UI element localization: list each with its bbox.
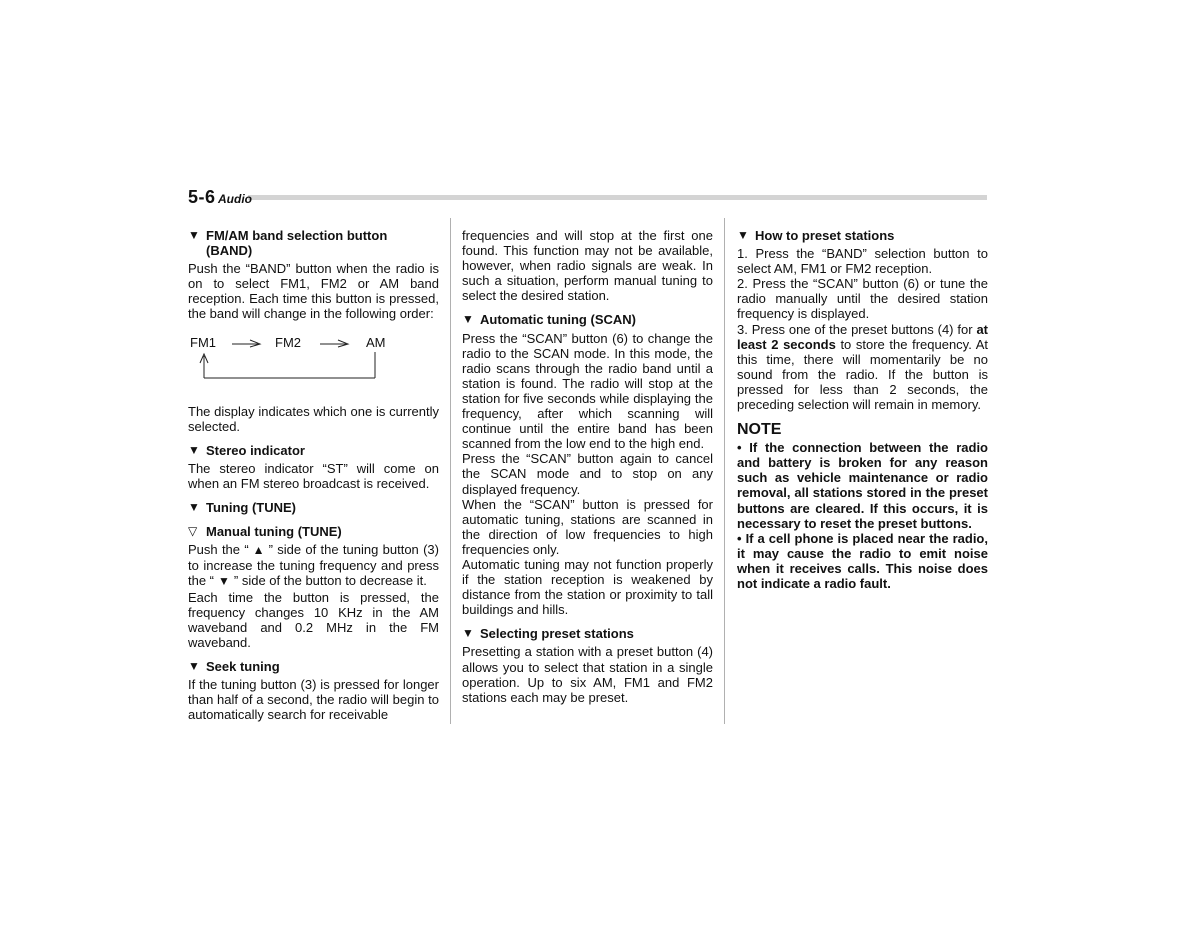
seek-continued-text: frequencies and will stop at the first one found. This function may not be available, however, when radio signals are weak. In such a situation, perform manual tuning to select the desired station. — [462, 228, 713, 304]
down-triangle-icon: ▼ — [218, 574, 230, 589]
auto-tuning-text-3: When the “SCAN” button is pressed for automatic tuning, stations are scanned in the direction of low frequencies to high frequencies only. — [462, 496, 713, 557]
down-triangle-icon: ▼ — [188, 442, 200, 457]
display-text: The display indicates which one is currently selected. — [188, 403, 439, 434]
header-rule — [248, 195, 987, 200]
band-heading-line2: (BAND) — [206, 243, 253, 259]
stereo-heading: ▼ Stereo indicator — [188, 442, 305, 458]
band-heading-line1: FM/AM band selection button — [206, 228, 388, 243]
column-right — [737, 228, 988, 591]
down-triangle-icon: ▼ — [188, 228, 200, 242]
preset-step-3: 3. Press one of the preset buttons (4) for at least 2 seconds to store the frequency. At this time, there will momentarily be no sound from the radio. If the button is pressed for less than 2 seconds, the preceding selection will remain in memory. — [737, 321, 988, 413]
seek-text: If the tuning button (3) is pressed for longer than half of a second, the radio will begin to automatically search for receivable — [188, 676, 439, 723]
down-triangle-icon: ▼ — [462, 626, 474, 641]
auto-tuning-text-2: Press the “SCAN” button again to cancel the SCAN mode and to stop on any displayed frequency. — [462, 451, 713, 497]
band-text: Push the “BAND” button when the radio is on to select FM1, FM2 or AM band reception. Each time this button is pressed, the band will change in the following order: — [188, 261, 439, 322]
down-triangle-icon: ▼ — [737, 228, 749, 242]
manual-tuning-heading: ▽ Manual tuning (TUNE) — [188, 524, 342, 540]
how-to-preset-heading: ▼ How to preset stations — [737, 228, 895, 243]
preset-heading: ▼ Selecting preset stations — [462, 626, 634, 642]
column-left — [188, 228, 439, 722]
down-triangle-icon: ▼ — [188, 658, 200, 673]
stereo-text: The stereo indicator “ST” will come on when an FM stereo broadcast is received. — [188, 460, 439, 491]
down-triangle-outline-icon: ▽ — [188, 524, 198, 539]
tuning-heading: ▼ Tuning (TUNE) — [188, 500, 297, 516]
band-heading — [188, 228, 439, 258]
auto-tuning-text-4: Automatic tuning may not function properly if the station reception is weakened by distance from the station or proximity to tall buildings and hills. — [462, 556, 713, 618]
seek-heading: ▼ Seek tuning — [188, 658, 280, 674]
manual-tuning-text: Push the “ ▲ ” side of the tuning button (3) to increase the tuning frequency and press the “ ▼ ” side of the button to decrease it. — [188, 542, 439, 589]
down-triangle-icon: ▼ — [462, 312, 474, 327]
page-header — [188, 187, 988, 209]
band-order-diagram — [188, 322, 439, 404]
preset-step-1: 1. Press the “BAND” selection button to select AM, FM1 or FM2 reception. — [737, 246, 988, 277]
manual-tuning-text-2: Each time the button is pressed, the frequency changes 10 KHz in the AM waveband and 0.2 MHz in the FM waveband. — [188, 589, 439, 650]
diagram-fm1: FM1 — [190, 334, 216, 350]
section-title: Audio — [218, 192, 252, 206]
column-divider — [724, 218, 725, 724]
column-middle — [462, 228, 713, 705]
diagram-arrows — [188, 322, 388, 404]
column-divider — [450, 218, 451, 724]
auto-tuning-text-1: Press the “SCAN” button (6) to change the radio to the SCAN mode. In this mode, the radio scans through the radio band until a station is found. The radio will stop at the station for five seconds while displaying the frequency, after which scanning will continue until the entire band has been scanned from the low end to the high end. — [462, 330, 713, 452]
auto-tuning-heading: ▼ Automatic tuning (SCAN) — [462, 312, 636, 328]
diagram-fm2: FM2 — [275, 334, 301, 350]
page-number: 5-6 — [188, 187, 216, 207]
note-title: NOTE — [737, 421, 782, 439]
preset-step-2: 2. Press the “SCAN” button (6) or tune the radio manually until the desired station frequency is displayed. — [737, 276, 988, 322]
up-triangle-icon: ▲ — [252, 543, 265, 558]
down-triangle-icon: ▼ — [188, 500, 200, 515]
preset-text: Presetting a station with a preset button (4) allows you to select that station in a single operation. Up to six AM, FM1 and FM2 stations each may be preset. — [462, 644, 713, 705]
note-item-1: • If the connection between the radio and battery is broken for any reason such as vehicle maintenance or radio removal, all stations stored in the preset buttons are cleared. If this occurs, it is necessary to reset the preset buttons. — [737, 440, 988, 531]
note-item-2: • If a cell phone is placed near the radio, it may cause the radio to emit noise when it receives calls. This noise does not indicate a radio fault. — [737, 530, 988, 591]
diagram-am: AM — [366, 334, 386, 350]
